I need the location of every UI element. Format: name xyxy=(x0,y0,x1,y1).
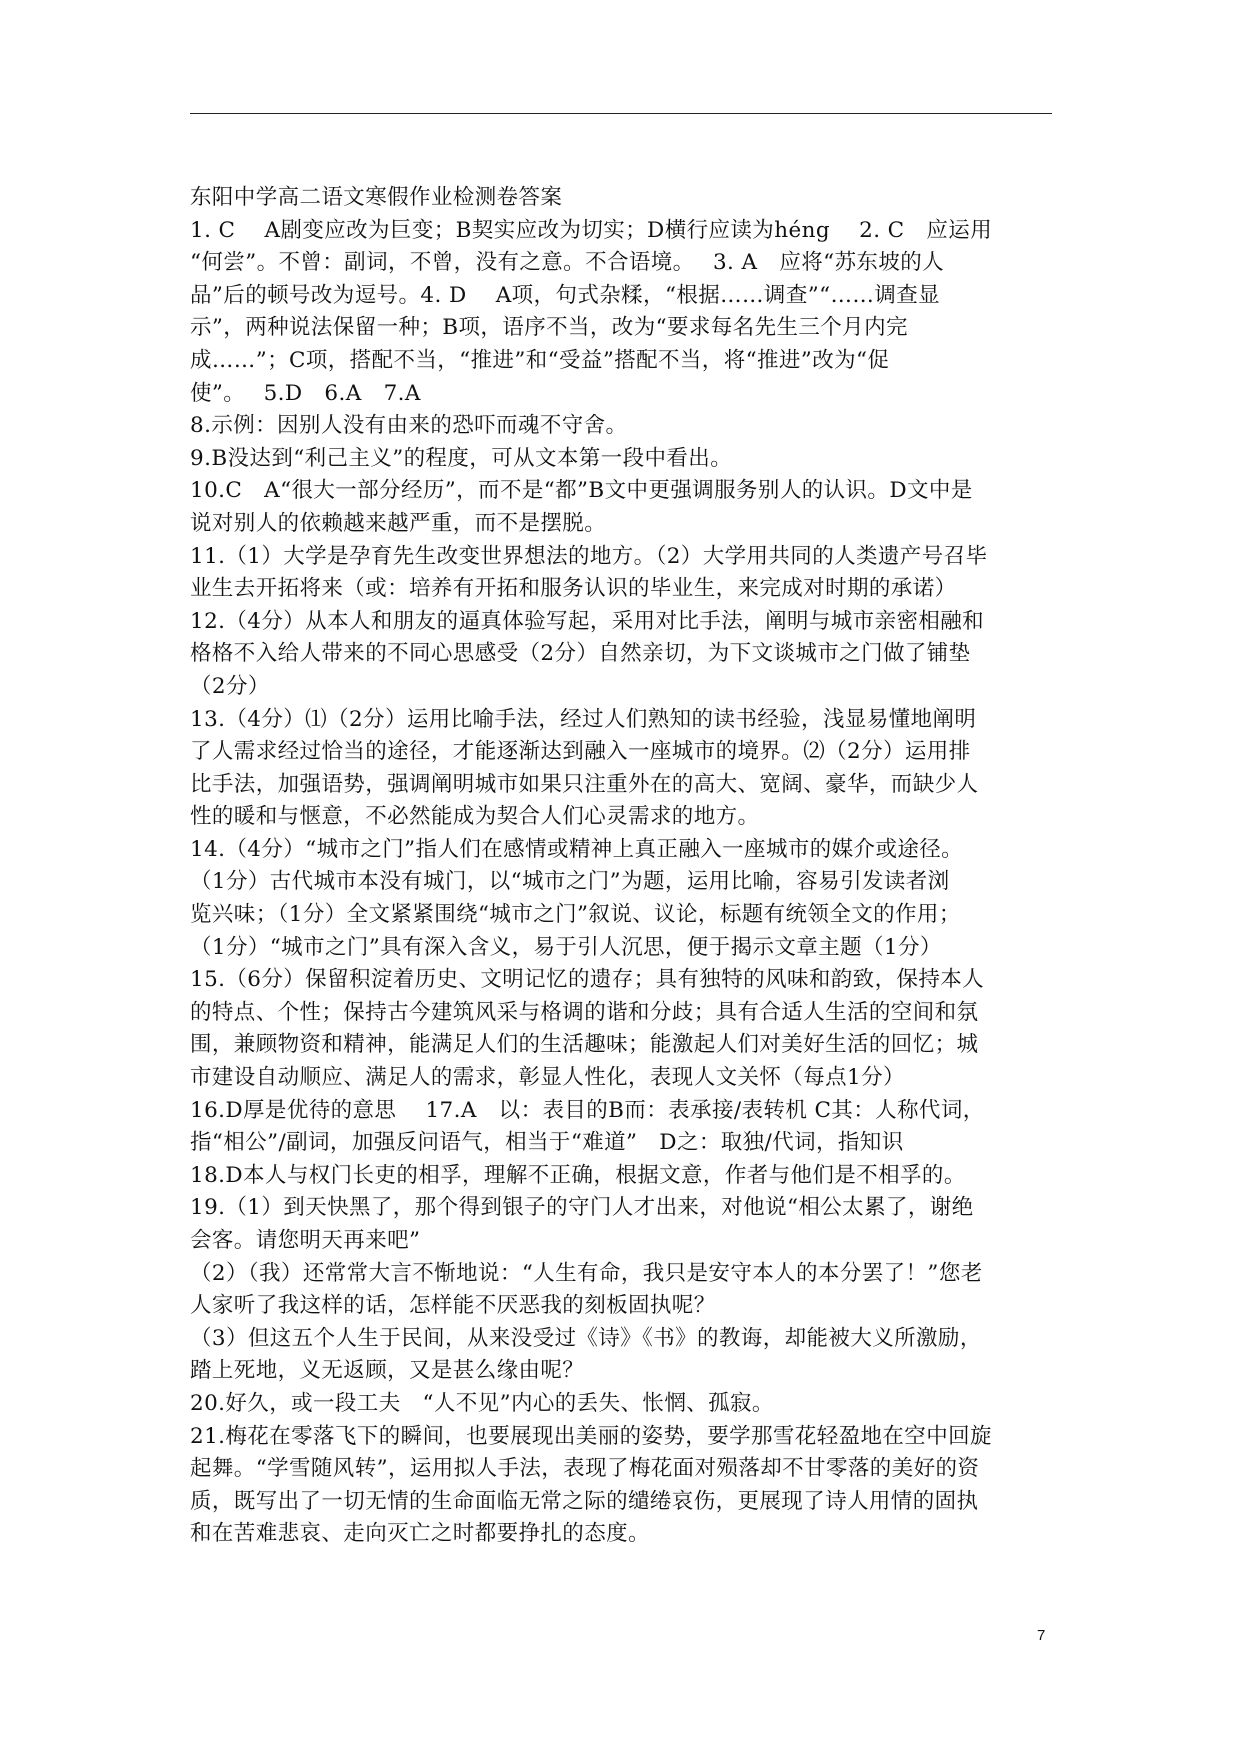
text-line: 18.D本人与权门长吏的相孚，理解不正确，根据文意，作者与他们是不相孚的。 xyxy=(190,1162,966,1188)
text-line: 起舞。“学雪随风转”，运用拟人手法，表现了梅花面对殒落却不甘零落的美好的资 xyxy=(190,1456,980,1482)
text-line: （1分）古代城市本没有城门，以“城市之门”为题，运用比喻，容易引发读者浏 xyxy=(190,869,950,895)
text-line: 16.D厚是优待的意思 17.A 以：表目的B而：表承接/表转机 C其：人称代词， xyxy=(190,1097,985,1123)
text-line: 11.（1）大学是孕育先生改变世界想法的地方。（2）大学用共同的人类遗产号召毕 xyxy=(190,543,988,569)
text-line: “何尝”。不曾：副词，不曾，没有之意。不合语境。 3. A 应将“苏东坡的人 xyxy=(190,250,945,276)
text-line: 人家听了我这样的话，怎样能不厌恶我的刻板固执呢？ xyxy=(190,1293,716,1319)
text-line: 10.C A“很大一部分经历”，而不是“都”B文中更强调服务别人的认识。D文中是 xyxy=(190,478,973,504)
text-line: 12.（4分）从本人和朋友的逼真体验写起，采用对比手法，阐明与城市亲密相融和 xyxy=(190,608,985,634)
text-line: 格格不入给人带来的不同心思感受（2分）自然亲切，为下文谈城市之门做了铺垫 xyxy=(190,641,971,667)
text-line: 会客。请您明天再来吧” xyxy=(190,1228,421,1253)
text-line: （1分）“城市之门”具有深入含义，易于引人沉思，便于揭示文章主题（1分） xyxy=(190,934,942,960)
text-line: 市建设自动顺应、满足人的需求，彰显人性化，表现人文关怀（每点1分） xyxy=(190,1065,905,1091)
text-line: 指“相公”/副词，加强反问语气，相当于“难道” D之：取独/代词，指知识 xyxy=(190,1130,904,1156)
text-line: 8.示例：因别人没有由来的恐吓而魂不守舍。 xyxy=(190,413,628,439)
text-line: 围，兼顾物资和精神，能满足人们的生活趣味；能激起人们对美好生活的回忆；城 xyxy=(190,1032,979,1058)
text-line: 业生去开拓将来（或：培养有开拓和服务认识的毕业生，来完成对时期的承诺） xyxy=(190,576,957,602)
header-rule xyxy=(190,113,1052,114)
text-line: 1. C A剧变应改为巨变；B契实应改为切实；D横行应读为héng 2. C 应运用 xyxy=(190,217,993,243)
text-line: 品”后的顿号改为逗号。4. D A项，句式杂糅，“根据……调查”“……调查显 xyxy=(190,282,941,308)
text-line: （2分） xyxy=(190,673,270,699)
text-line: 9.B没达到“利己主义”的程度，可从文本第一段中看出。 xyxy=(190,445,733,471)
text-line: 和在苦难悲哀、走向灭亡之时都要挣扎的态度。 xyxy=(190,1521,650,1547)
text-line: 15.（6分）保留积淀着历史、文明记忆的遗存；具有独特的风味和韵致，保持本人 xyxy=(190,967,985,993)
text-line: 踏上死地，义无返顾，又是甚么缘由呢？ xyxy=(190,1358,585,1384)
text-line: （3）但这五个人生于民间，从来没受过《诗》《书》的教诲，却能被大义所激励， xyxy=(190,1325,982,1351)
page-number: 7 xyxy=(1037,1627,1046,1644)
text-line: 说对别人的依赖越来越严重，而不是摆脱。 xyxy=(190,510,607,536)
text-line: 使”。 5.D 6.A 7.A xyxy=(190,380,421,406)
text-line: 示”，两种说法保留一种；B项，语序不当，改为“要求每名先生三个月内完 xyxy=(190,315,908,341)
answer-key-body xyxy=(190,182,1090,1551)
text-line: 性的暖和与惬意，不必然能成为契合人们心灵需求的地方。 xyxy=(190,804,760,830)
text-line: 的特点、个性；保持古今建筑风采与格调的谐和分歧；具有合适人生活的空间和氛 xyxy=(190,999,979,1025)
text-line: 13.（4分）⑴（2分）运用比喻手法，经过人们熟知的读书经验，浅显易懂地阐明 xyxy=(190,706,977,732)
document-title: 东阳中学高二语文寒假作业检测卷答案 xyxy=(190,185,563,210)
text-line: 14.（4分）“城市之门”指人们在感情或精神上真正融入一座城市的媒介或途径。 xyxy=(190,836,964,862)
text-line: （2）（我）还常常大言不惭地说：“人生有命，我只是安守本人的本分罢了！”您老 xyxy=(190,1260,983,1286)
text-line: 质，既写出了一切无情的生命面临无常之际的缱绻哀伤，更展现了诗人用情的固执 xyxy=(190,1488,979,1514)
text-line: 成……”；C项，搭配不当，“推进”和“受益”搭配不当，将“推进”改为“促 xyxy=(190,347,890,373)
text-line: 21.梅花在零落飞下的瞬间，也要展现出美丽的姿势，要学那雪花轻盈地在空中回旋 xyxy=(190,1423,992,1449)
text-line: 览兴味；（1分）全文紧紧围绕“城市之门”叙说、议论，标题有统领全文的作用； xyxy=(190,902,961,928)
text-line: 20.好久，或一段工夫 “人不见”内心的丢失、怅惘、孤寂。 xyxy=(190,1390,774,1416)
text-line: 19.（1）到天快黑了，那个得到银子的守门人才出来，对他说“相公太累了，谢绝 xyxy=(190,1195,974,1221)
text-line: 比手法，加强语势，强调阐明城市如果只注重外在的高大、宽阔、豪华，而缺少人 xyxy=(190,771,979,797)
text-line: 了人需求经过恰当的途径，才能逐渐达到融入一座城市的境界。⑵（2分）运用排 xyxy=(190,739,971,765)
